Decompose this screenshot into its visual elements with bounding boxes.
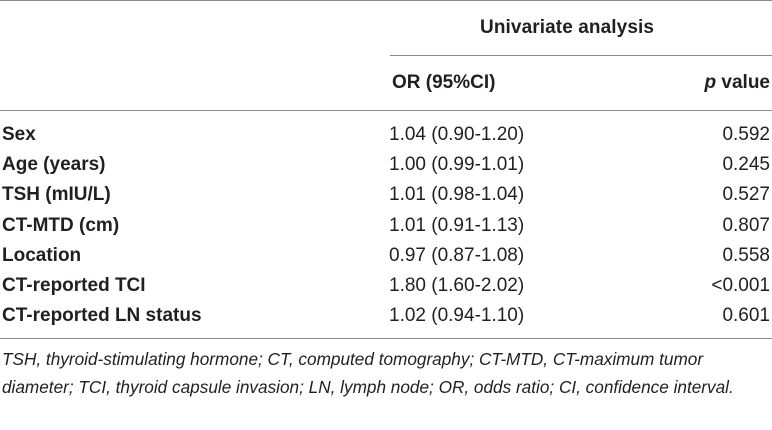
odds-ratio: 1.80 (1.60-2.02) [389,274,525,296]
table-row [0,302,772,332]
table-footnote: TSH, thyroid-stimulating hormone; CT, computed tomography; CT-MTD, CT-maximum tumor diameter; TCI, thyroid capsule invasion; LN, lymph node; OR, odds ratio; CI, confidence interval. [2,349,734,397]
odds-ratio: 1.00 (0.99-1.01) [389,154,525,176]
column-header-or: OR (95%CI) [392,72,496,93]
table-row [0,121,772,151]
table-bottom-rule [0,338,772,339]
p-value: 0.245 [722,154,770,176]
group-header-univariate: Univariate analysis [480,17,655,38]
odds-ratio: 1.04 (0.90-1.20) [389,124,525,145]
variable-name: Location [2,244,82,266]
p-value: <0.001 [711,274,770,296]
table-top-rule [0,0,772,1]
p-value: 0.558 [722,244,770,266]
table-row [0,272,772,302]
variable-name: Age (years) [2,154,106,176]
p-value: 0.592 [722,124,770,145]
p-value-word: value [716,72,770,93]
table-row [0,212,772,242]
table-row [0,242,772,272]
variable-name: CT-reported TCI [2,274,146,296]
p-value: 0.527 [722,184,770,206]
variable-name: TSH (mIU/L) [2,184,111,206]
odds-ratio: 0.97 (0.87-1.08) [389,244,525,266]
column-header-p-value [705,72,770,94]
variable-name: CT-MTD (cm) [2,214,120,236]
odds-ratio: 1.01 (0.91-1.13) [389,214,525,236]
p-symbol: p [704,72,717,93]
p-value: 0.807 [722,214,770,236]
variable-name: CT-reported LN status [2,305,202,327]
odds-ratio: 1.02 (0.94-1.10) [389,305,525,327]
group-header-rule [390,55,772,56]
table-row [0,181,772,211]
header-bottom-rule [0,110,772,111]
odds-ratio: 1.01 (0.98-1.04) [389,184,525,206]
variable-name: Sex [2,124,36,145]
p-value: 0.601 [722,305,770,327]
table-row [0,151,772,181]
table-body [0,121,772,332]
